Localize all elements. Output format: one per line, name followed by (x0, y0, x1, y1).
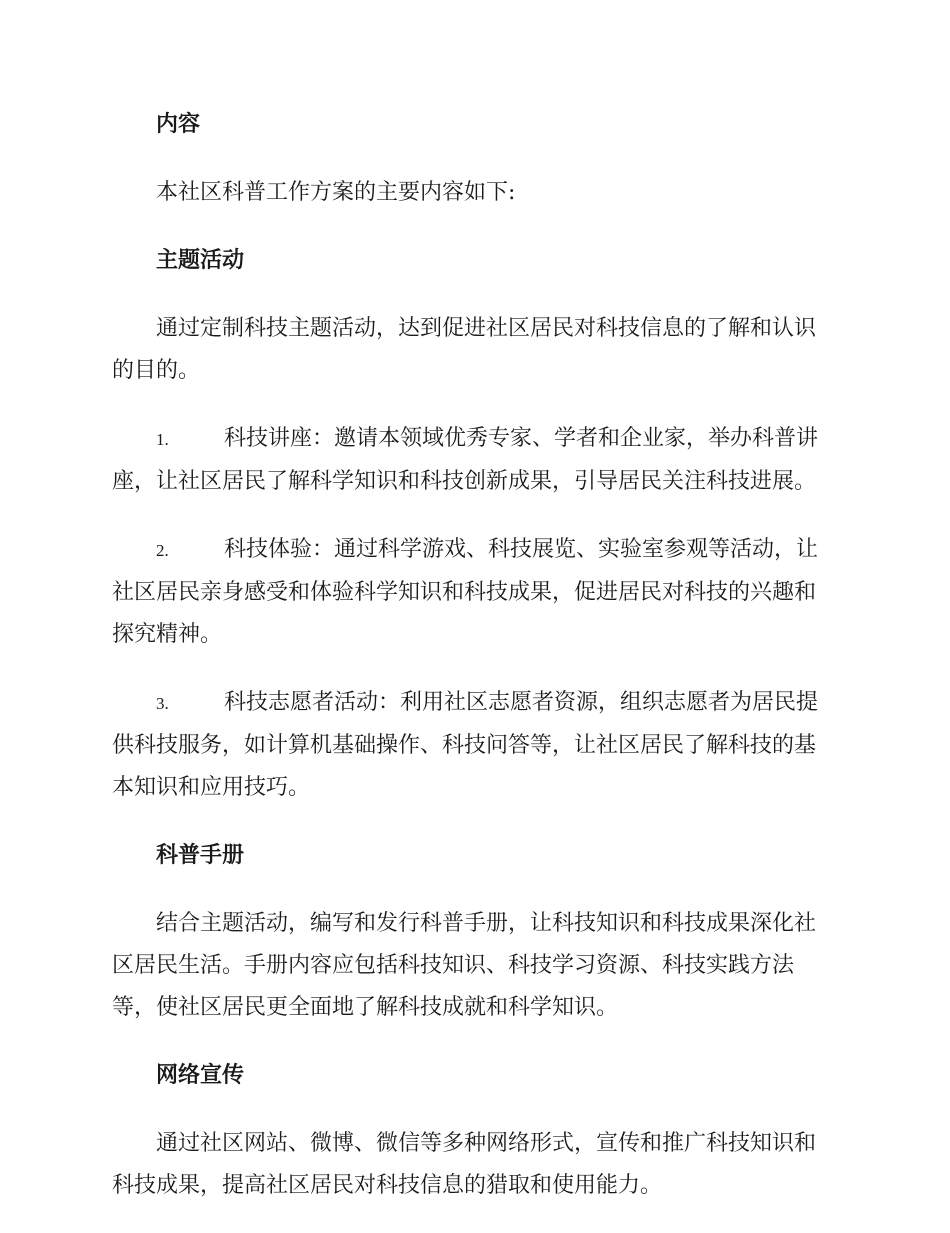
list-item-text: 科技志愿者活动：利用社区志愿者资源，组织志愿者为居民提供科技服务，如计算机基础操作、科技问答等，让社区居民了解科技的基本知识和应用技巧。 (112, 690, 819, 800)
section-heading-content: 内容 (156, 112, 201, 137)
list-item (112, 682, 836, 809)
list-item (112, 418, 836, 503)
section-heading-handbook: 科普手册 (156, 843, 245, 868)
list-item-number: 1. (156, 430, 169, 449)
list-item (112, 529, 836, 656)
theme-activities-paragraph: 通过定制科技主题活动，达到促进社区居民对科技信息的了解和认识的目的。 (112, 316, 817, 383)
section-heading-theme-activities: 主题活动 (156, 248, 245, 273)
list-item-number: 2. (156, 541, 169, 560)
online-promotion-paragraph: 通过社区网站、微博、微信等多种网络形式，宣传和推广科技知识和科技成果，提高社区居民对科技信息的猎取和使用能力。 (112, 1131, 817, 1198)
list-item-number: 3. (156, 694, 169, 713)
list-item-text: 科技讲座：邀请本领域优秀专家、学者和企业家，举办科普讲座，让社区居民了解科学知识和科技创新成果，引导居民关注科技进展。 (112, 426, 819, 494)
section-intro-paragraph: 本社区科普工作方案的主要内容如下: (156, 180, 516, 205)
list-item-text: 科技体验：通过科学游戏、科技展览、实验室参观等活动，让社区居民亲身感受和体验科学知识和科技成果，促进居民对科技的兴趣和探究精神。 (112, 537, 819, 647)
section-heading-online-promotion: 网络宣传 (156, 1063, 245, 1088)
document-body (112, 104, 836, 1233)
handbook-paragraph: 结合主题活动，编写和发行科普手册，让科技知识和科技成果深化社区居民生活。手册内容应包括科技知识、科技学习资源、科技实践方法等，使社区居民更全面地了解科技成就和科学知识。 (112, 911, 817, 1020)
